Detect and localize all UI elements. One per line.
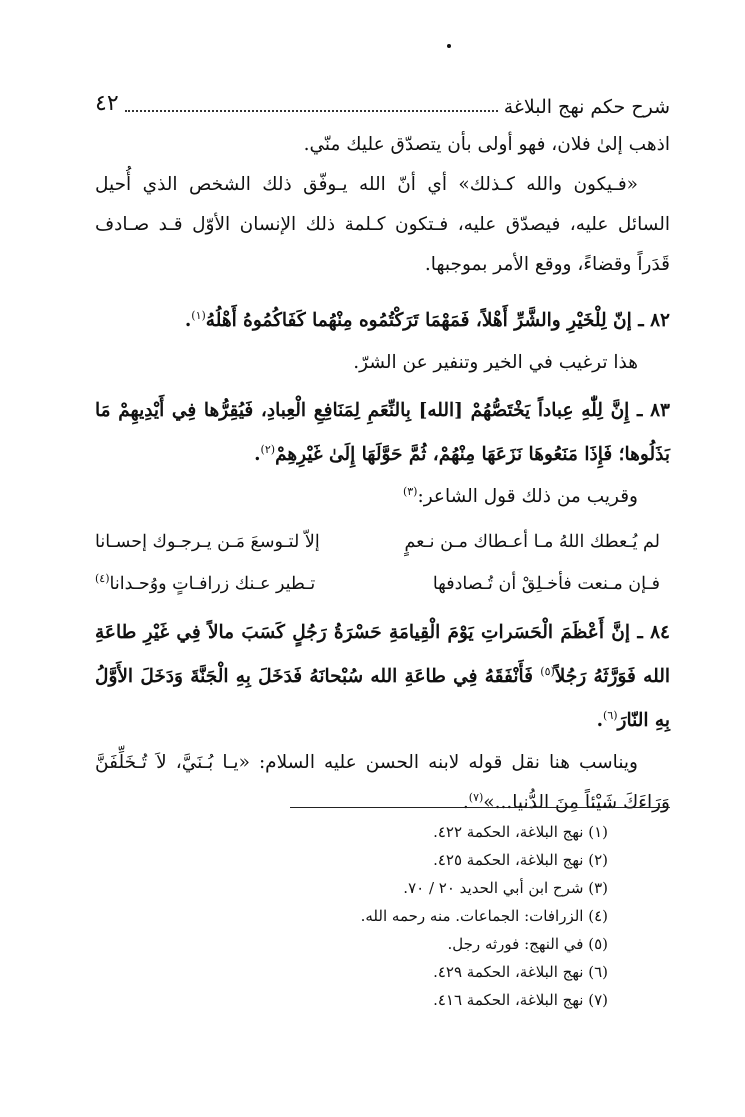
hikma-text: إنّ لِلْخَيْرِ والشَّرِّ أَهْلاً، فَمَهْمَا تَرَكْتُمُوه مِنْهُما كَفَاكُمُوهُ أَهْلُهُ — [205, 310, 632, 331]
verse-line-2 — [95, 563, 670, 605]
hikma-number: ٨٣ ـ — [637, 400, 670, 421]
footnote-ref: (٥) — [540, 664, 555, 678]
dotted-leader — [125, 109, 498, 112]
hikma-84: ٨٤ ـ إنَّ أَعْظَمَ الْحَسَراتِ يَوْمَ الْقِيامَةِ حَسْرَةُ رَجُلٍ كَسَبَ مالاً فِي غَيْرِ طاعَةِ الله فَوَرَّثَهُ رَجُلاً$^{(٥)}$ فَأَنْفَقَهُ فِي طاعَةِ الله سُبْحانَهُ فَدَخَلَ بِهِ الْجَنَّةَ وَدَخَلَ الأَوَّلُ بِهِ النّارَ$^{(٦)}$. — [95, 622, 670, 731]
hikma-text: إنَّ أَعْظَمَ الْحَسَراتِ يَوْمَ الْقِيامَةِ حَسْرَةُ رَجُلٍ كَسَبَ مالاً فِي غَيْرِ طاعَةِ الله فَوَرَّثَهُ رَجُلاً — [95, 622, 670, 687]
verse-hemistich: إلاّ لتـوسعَ مَـن يـرجـوك إحسـانا — [95, 532, 320, 552]
paragraph-3: هذا ترغيب في الخير وتنفير عن الشرّ. — [353, 352, 638, 373]
paragraph-4 — [95, 477, 670, 517]
footnotes-list — [95, 818, 670, 1014]
footnote-item: (٦) نهج البلاغة، الحكمة ٤٢٩. — [433, 963, 608, 981]
footnote-ref: (٢) — [260, 442, 276, 456]
page-dot-mark — [447, 44, 451, 48]
hikma-82: ٨٢ ـ إنّ لِلْخَيْرِ والشَّرِّ أَهْلاً، فَمَهْمَا تَرَكْتُمُوه مِنْهُما كَفَاكُمُوهُ أَهْلُهُ$^{(١)}$. — [184, 308, 670, 331]
hikma-83: ٨٣ ـ إِنَّ لِلّٰهِ عِباداً يَخْتَصُّهُمْ [الله] بِالنِّعَمِ لِمَنَافِعِ الْعِبادِ، فَيُقِرُّها فِي أَيْدِيهِمْ مَا بَذَلُوها؛ فَإِذَا مَنَعُوهَا نَزَعَهَا مِنْهُمْ، ثُمَّ حَوَّلَهَا إِلَىٰ غَيْرِهِمْ$^{(٢)}$. — [95, 400, 670, 465]
verse-line-1 — [95, 521, 670, 563]
verse-hemistich: لم يُـعطك اللهُ مـا أعـطاك مـن نـعمٍ — [404, 532, 660, 552]
footnote-ref: (٣) — [402, 484, 418, 498]
book-title: شرح حكم نهج البلاغة — [503, 96, 670, 118]
hikma-number: ٨٢ ـ — [638, 310, 670, 331]
footnote-ref: (٧) — [468, 790, 484, 804]
footnote-ref: (٦) — [603, 708, 618, 722]
paragraph-5-text: ويناسب هنا نقل قوله لابنه الحسن عليه السلام: «يـا بُـنَيَّ، لاَ تُـخَلِّفَنَّ وَرَاءَكَ شَيْئاً مِنَ الدُّنيا...» — [95, 752, 670, 813]
footnote-item: (٢) نهج البلاغة، الحكمة ٤٢٥. — [433, 851, 608, 869]
footnote-item: (٧) نهج البلاغة، الحكمة ٤١٦. — [433, 991, 608, 1009]
footnote-separator — [290, 807, 670, 808]
page-number: ٤٢ — [95, 91, 119, 116]
hikma-text-continued: فَأَنْفَقَهُ فِي طاعَةِ الله سُبْحانَهُ فَدَخَلَ بِهِ الْجَنَّةَ وَدَخَلَ الأَوَّلُ بِهِ النّارَ — [95, 666, 670, 731]
hikma-text: إِنَّ لِلّٰهِ عِباداً يَخْتَصُّهُمْ [الله] بِالنِّعَمِ لِمَنَافِعِ الْعِبادِ، فَيُقِرُّها فِي أَيْدِيهِمْ مَا بَذَلُوها؛ فَإِذَا مَنَعُوهَا نَزَعَهَا مِنْهُمْ، ثُمَّ حَوَّلَهَا إِلَىٰ غَيْرِهِمْ — [95, 400, 670, 465]
paragraph-1: اذهب إلىٰ فلان، فهو أولى بأن يتصدّق عليك منّي. — [303, 134, 670, 155]
poem — [95, 521, 670, 605]
footnote-item: (١) نهج البلاغة، الحكمة ٤٢٢. — [433, 823, 608, 841]
running-header — [95, 78, 670, 118]
footnote-ref: (١) — [191, 308, 206, 322]
main-text — [95, 125, 670, 823]
footnote-ref: (٤) — [95, 572, 110, 586]
poet-intro: وقريب من ذلك قول الشاعر: — [417, 486, 638, 507]
verse-hemistich — [95, 563, 315, 605]
verse-text: تـطير عـنك زرافـاتٍ ووُحـدانا — [109, 574, 316, 594]
verse-hemistich: فـإن مـنعت فأخـلِقْ أن تُـصادفها — [432, 574, 660, 594]
footnote-item: (٥) في النهج: فورثه رجل. — [447, 935, 608, 953]
hikma-number: ٨٤ ـ — [637, 622, 670, 643]
paragraph-5: ويناسب هنا نقل قوله لابنه الحسن عليه السلام: «يـا بُـنَيَّ، لاَ تُـخَلِّفَنَّ وَرَاءَكَ شَيْئاً مِنَ الدُّنيا...»$^{(٧)}$. — [95, 752, 670, 813]
footnote-item: (٣) شرح ابن أبي الحديد ٢٠ / ٧٠. — [403, 879, 608, 897]
paragraph-2: «فـيكون والله كـذلك» أي أنّ الله يـوفّق ذلك الشخص الذي أُحيل السائل عليه، فيصدّق عليه، فـتكون كـلمة ذلك الإنسان الأوّل قـد صـادف قَدَراً وقضاءً، ووقع الأمر بموجبها. — [95, 174, 670, 275]
footnote-item: (٤) الزرافات: الجماعات. منه رحمه الله. — [360, 907, 608, 925]
